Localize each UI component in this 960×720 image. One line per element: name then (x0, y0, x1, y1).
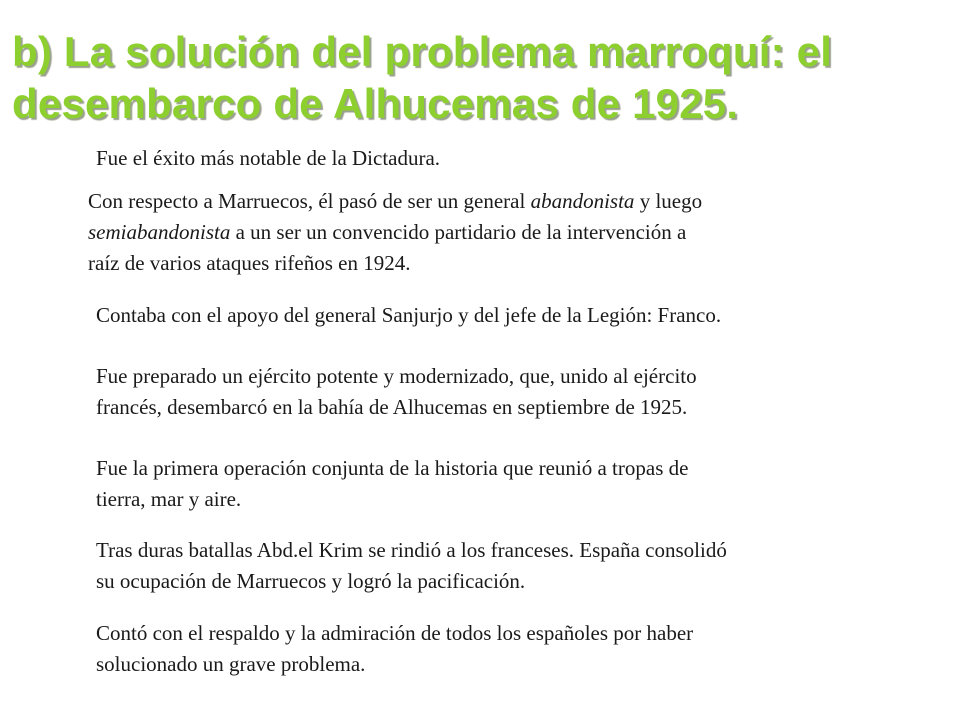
paragraph-marruecos-stance (88, 186, 888, 279)
title-line-1: b) La solución del problema marroquí: el (12, 28, 833, 75)
paragraph-dictadura-success (96, 143, 916, 174)
title-line-2: desembarco de Alhucemas de 1925. (12, 80, 739, 127)
paragraph-text: Fue el éxito más notable de la Dictadura. (96, 146, 441, 170)
paragraph-text: a un ser un convencido partidario de la intervención a (230, 220, 687, 244)
paragraph-admiration (96, 618, 916, 680)
paragraph-text: Con respecto a Marruecos, él pasó de ser un general (88, 189, 531, 213)
paragraph-line: Fue preparado un ejército potente y modernizado, que, unido al ejército (96, 364, 697, 388)
paragraph-line: Tras duras batallas Abd.el Krim se rindió a los franceses. España consolidó (96, 538, 727, 562)
paragraph-line: francés, desembarcó en la bahía de Alhucemas en septiembre de 1925. (96, 395, 688, 419)
paragraph-text: y luego (634, 189, 703, 213)
paragraph-line: solucionado un grave problema. (96, 652, 366, 676)
paragraph-line: su ocupación de Marruecos y logró la pacificación. (96, 569, 526, 593)
paragraph-line: Contó con el respaldo y la admiración de todos los españoles por haber (96, 621, 694, 645)
paragraph-text: Contaba con el apoyo del general Sanjurjo y del jefe de la Legión: Franco. (96, 303, 722, 327)
emphasis-semiabandonista: semiabandonista (88, 220, 231, 244)
paragraph-army (96, 361, 896, 423)
paragraph-surrender (96, 535, 916, 597)
paragraph-text: raíz de varios ataques rifeños en 1924. (88, 251, 411, 275)
paragraph-line: tierra, mar y aire. (96, 487, 242, 511)
paragraph-support (96, 300, 926, 331)
emphasis-abandonista: abandonista (530, 189, 635, 213)
paragraph-line: Fue la primera operación conjunta de la historia que reunió a tropas de (96, 456, 689, 480)
paragraph-joint-operation (96, 453, 896, 515)
slide-title (12, 26, 952, 130)
